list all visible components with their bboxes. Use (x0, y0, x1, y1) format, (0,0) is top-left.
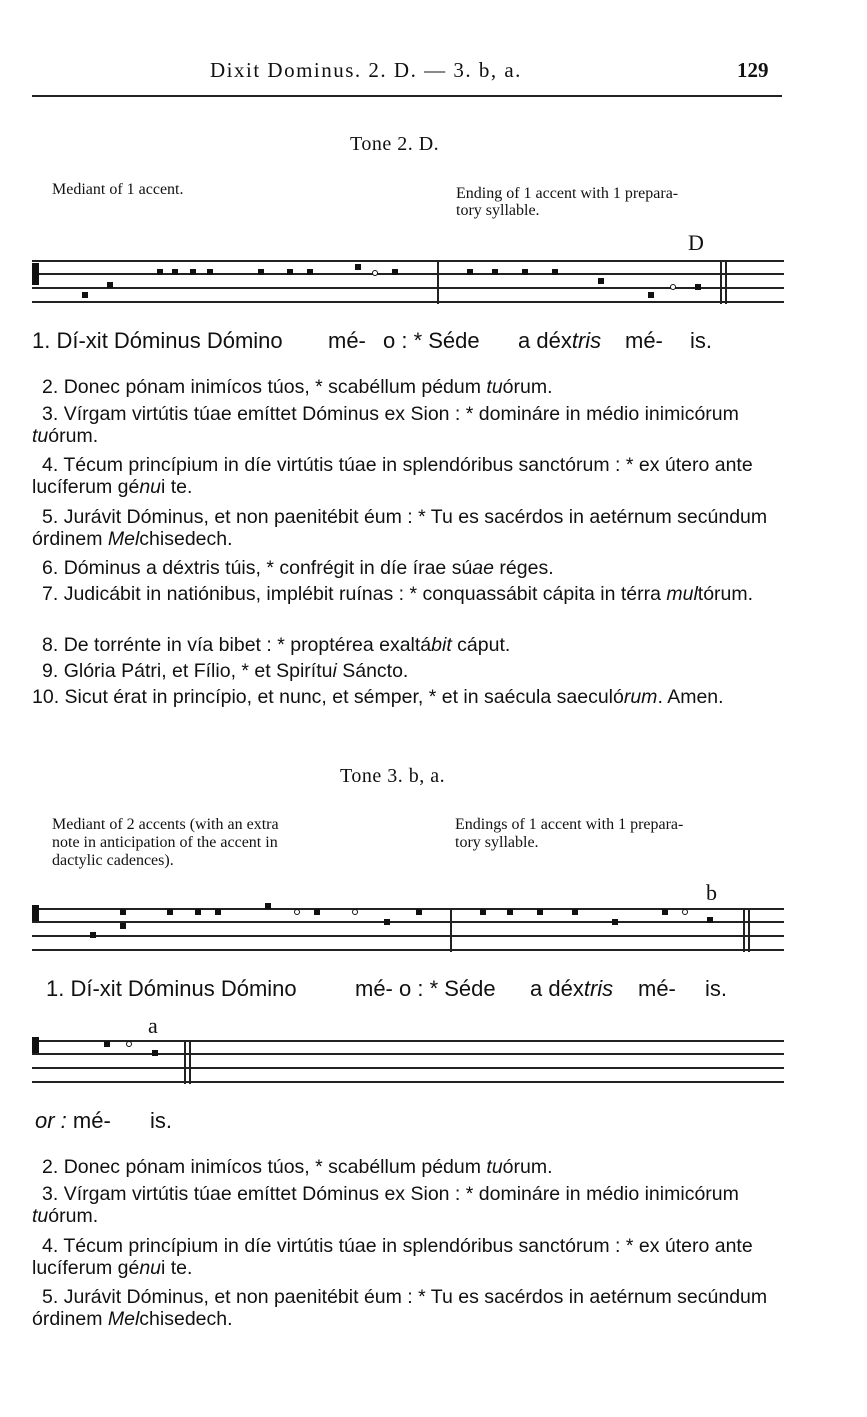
tone-2d-verse-9: 9. Glória Pátri, et Fílio, * et Spirítui Sáncto. (42, 660, 409, 682)
neume-icon (126, 1041, 132, 1047)
tone-2d-verse-3: 3. Vírgam virtútis túae emíttet Dóminus ex Sion : * domináre in médio inimicórum tuórum. (32, 403, 739, 447)
clef-icon (32, 263, 39, 285)
neume-icon (294, 909, 300, 915)
neume-icon (662, 909, 668, 915)
verse-text: is. (150, 1108, 172, 1133)
tone-2d-verse-8: 8. De torrénte in vía bibet : * proptérea exaltábit cáput. (42, 634, 511, 656)
neume-icon (157, 269, 163, 275)
verse-text: mé- (328, 328, 366, 353)
neume-icon (190, 269, 196, 275)
neume-icon (307, 269, 313, 275)
page-number: 129 (737, 58, 769, 82)
neume-icon (507, 909, 513, 915)
neume-icon (572, 909, 578, 915)
tone-3ba-verse-2: 2. Donec pónam inimícos túos, * scabéllum pédum tuórum. (42, 1156, 553, 1178)
tone-3ba-title: Tone 3. b, a. (340, 765, 446, 787)
tone-2d-staff (32, 257, 784, 307)
neume-icon (152, 1050, 158, 1056)
neume-icon (352, 909, 358, 915)
verse-text: Dí-xit Dóminus Dómino (56, 328, 283, 353)
tone-2d-verse-6: 6. Dóminus a déxtris túis, * confrégit in díe írae súae réges. (42, 557, 554, 579)
clef-icon (32, 905, 39, 921)
neume-icon (104, 1041, 110, 1047)
tone-3ba-verse-3: 3. Vírgam virtútis túae emíttet Dóminus ex Sion : * domináre in médio inimicórum tuórum. (32, 1183, 739, 1227)
tone-2d-verse-2: 2. Donec pónam inimícos túos, * scabéllum pédum tuórum. (42, 376, 553, 398)
tone-2d-ending-note-line1: Ending of 1 accent with 1 prepara- (456, 185, 679, 202)
tone-2d-title: Tone 2. D. (350, 133, 440, 155)
neume-icon (598, 278, 604, 284)
verse-text: mé- (625, 328, 663, 353)
tone-2d-verse-7: 7. Judicábit in natiónibus, implébit ruínas : * conquassábit cápita in térra multórum. (42, 583, 754, 605)
neume-icon (522, 269, 528, 275)
tone-3ba-alt-staff (32, 1037, 784, 1087)
neume-icon (207, 269, 213, 275)
verse-text: is. (705, 976, 727, 1001)
neume-icon (670, 284, 676, 290)
verse-text: mé- o : * Séde (355, 976, 496, 1001)
tone-2d-verse-4: 4. Técum princípium in díe virtútis túae in splendóribus sanctórum : * ex útero ante lucíferum génui te. (32, 454, 753, 498)
tone-3ba-verse-1: 1. Dí-xit Dóminus Dómino (46, 976, 297, 1001)
tone-2d-verse-10: 10. Sicut érat in princípio, et nunc, et sémper, * et in saécula saeculórum. Amen. (32, 686, 724, 708)
tone-2d-ending-letter: D (688, 230, 704, 255)
verse-text: a déxtris (530, 976, 614, 1001)
neume-icon (215, 909, 221, 915)
neume-icon (537, 909, 543, 915)
neume-icon (195, 909, 201, 915)
neume-icon (314, 909, 320, 915)
running-header-title: Dixit Dominus. 2. D. — 3. b, a. (210, 58, 522, 82)
neume-icon (384, 919, 390, 925)
tone-3ba-mediant-note-line2: note in anticipation of the accent in (52, 834, 278, 851)
neume-icon (612, 919, 618, 925)
tone-3ba-mediant-note-line1: Mediant of 2 accents (with an extra (52, 816, 279, 833)
neume-icon (107, 282, 113, 288)
verse-text: is. (690, 328, 712, 353)
verse-text: mé- (638, 976, 676, 1001)
tone-3ba-ending-letter-a: a (148, 1013, 158, 1038)
clef-icon (32, 1037, 39, 1053)
neume-icon (355, 264, 361, 270)
tone-3ba-verse-5: 5. Jurávit Dóminus, et non paenitébit éum : * Tu es sacérdos in aetérnum secúndum órdinem Melchisedech. (32, 1286, 768, 1330)
neume-icon (287, 269, 293, 275)
tone-3ba-ending-note-line2: tory syllable. (455, 834, 539, 851)
verse-text: o : * Séde (383, 328, 480, 353)
neume-icon (695, 284, 701, 290)
neume-icon (82, 292, 88, 298)
neume-icon (167, 909, 173, 915)
neume-icon (682, 909, 688, 915)
neume-icon (552, 269, 558, 275)
neume-icon (648, 292, 654, 298)
neume-icon (120, 909, 126, 915)
tone-2d-verse-5: 5. Jurávit Dóminus, et non paenitébit éum : * Tu es sacérdos in aetérnum secúndum órdinem Melchisedech. (32, 506, 768, 550)
tone-3ba-alt-ending-text: or : mé- (35, 1108, 111, 1133)
neume-icon (392, 269, 398, 275)
neume-icon (707, 917, 713, 923)
neume-icon (172, 269, 178, 275)
tone-3ba-ending-letter-b: b (706, 880, 717, 905)
neume-icon (372, 270, 378, 276)
neume-icon (416, 909, 422, 915)
tone-2d-mediant-note: Mediant of 1 accent. (52, 181, 184, 198)
neume-icon (480, 909, 486, 915)
tone-3ba-verse-4: 4. Técum princípium in díe virtútis túae in splendóribus sanctórum : * ex útero ante lucíferum génui te. (32, 1235, 753, 1279)
tone-3ba-staff (32, 905, 784, 955)
neume-icon (265, 903, 271, 909)
neume-icon (492, 269, 498, 275)
tone-3ba-ending-note-line1: Endings of 1 accent with 1 prepara- (455, 816, 684, 833)
verse-text: a déxtris (518, 328, 602, 353)
verse-number: 1. (32, 328, 51, 353)
tone-2d-ending-note-line2: tory syllable. (456, 202, 540, 219)
neume-icon (90, 932, 96, 938)
header-rule (32, 95, 782, 97)
neume-icon (258, 269, 264, 275)
tone-2d-verse-1 (32, 328, 283, 354)
neume-icon (467, 269, 473, 275)
neume-icon (120, 923, 126, 929)
tone-3ba-mediant-note-line3: dactylic cadences). (52, 852, 174, 869)
